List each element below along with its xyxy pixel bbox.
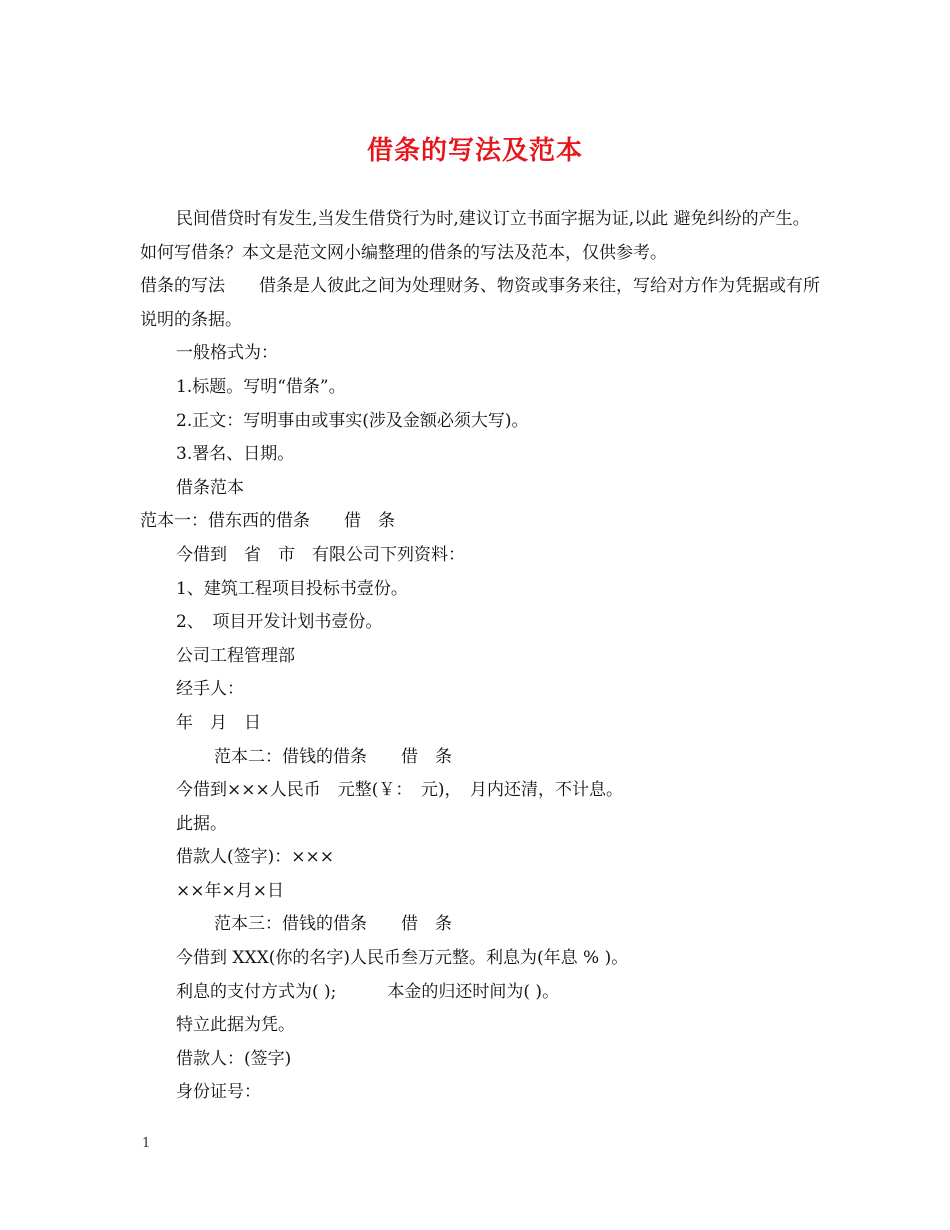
paragraph: 身份证号：: [176, 1082, 261, 1103]
paragraph: 范本二：借钱的借条 借 条: [214, 746, 452, 767]
paragraph: 1.标题。写明“借条”。: [176, 376, 346, 397]
document-body: [140, 203, 820, 1110]
paragraph: 此据。: [176, 813, 227, 834]
paragraph: 今借到×××人民币 元整(￥： 元)， 月内还清，不计息。: [176, 780, 623, 801]
paragraph: 借条的写法 借条是人彼此之间为处理财务、物资或事务来往，写给对方作为凭据或有所说明的条据。: [140, 276, 820, 330]
paragraph: 2、 项目开发计划书壹份。: [176, 612, 383, 633]
paragraph: 今借到 省 市 有限公司下列资料：: [176, 544, 465, 565]
paragraph: 2.正文：写明事由或事实(涉及金额必须大写)。: [176, 410, 529, 431]
paragraph: 1、建筑工程项目投标书壹份。: [176, 578, 408, 599]
paragraph: 借款人(签字)：×××: [176, 847, 334, 868]
paragraph: 今借到 XXX(你的名字)人民币叁万元整。利息为(年息 % )。: [176, 948, 629, 969]
paragraph: 借款人：(签字): [176, 1048, 292, 1069]
paragraph: ××年×月×日: [176, 880, 284, 901]
paragraph: 民间借贷时有发生,当发生借贷行为时,建议订立书面字据为证,以此 避免纠纷的产生。如何写借条？本文是范文网小编整理的借条的写法及范本，仅供参考。: [140, 209, 810, 263]
paragraph: 一般格式为：: [176, 343, 278, 364]
page-number: 1: [142, 1136, 151, 1151]
paragraph: 3.署名、日期。: [176, 444, 295, 465]
paragraph: 经手人：: [176, 679, 244, 700]
paragraph: 公司工程管理部: [176, 645, 295, 666]
paragraph: 借条范本: [176, 477, 244, 498]
paragraph: 特立此据为凭。: [176, 1015, 295, 1036]
document-title: 借条的写法及范本: [366, 136, 583, 166]
paragraph: 范本三：借钱的借条 借 条: [214, 914, 452, 935]
paragraph: 年 月 日: [176, 712, 261, 733]
paragraph: 利息的支付方式为( ); 本金的归还时间为( )。: [176, 981, 560, 1002]
paragraph: 范本一：借东西的借条 借 条: [140, 511, 395, 532]
